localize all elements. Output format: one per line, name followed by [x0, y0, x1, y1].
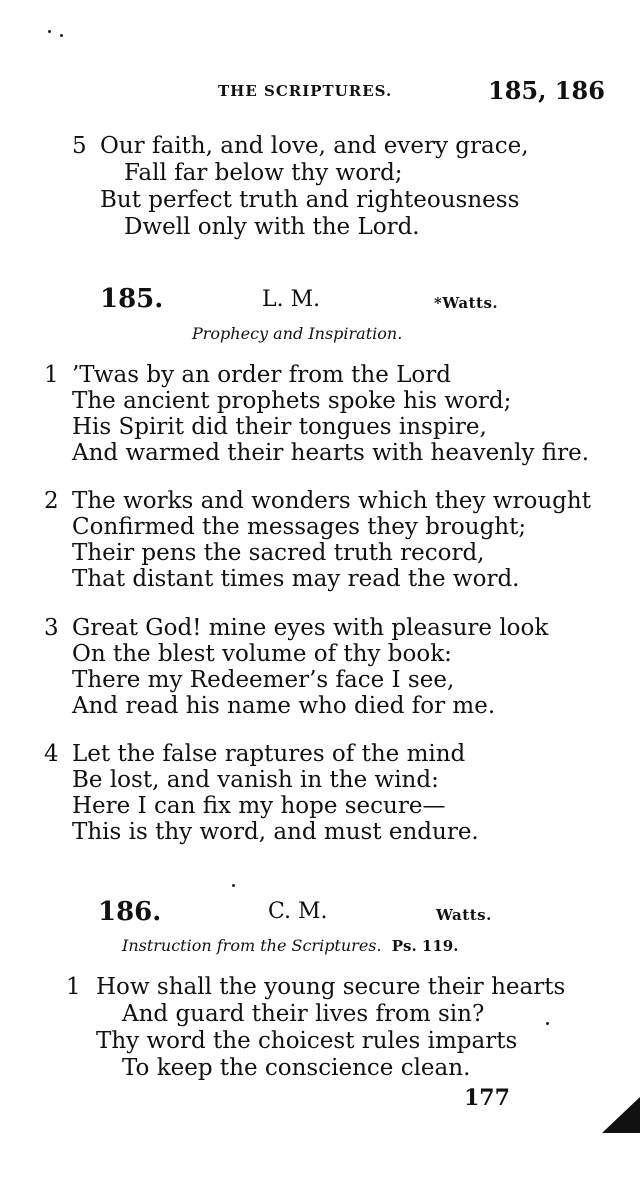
verse-line: Be lost, and vanish in the wind:	[72, 767, 439, 793]
stanza-number: 5	[72, 133, 87, 159]
verse-line: Our faith, and love, and every grace,	[100, 133, 529, 159]
verse-line: And read his name who died for me.	[72, 693, 496, 719]
verse-line: Dwell only with the Lord.	[124, 214, 420, 240]
running-title: THE SCRIPTURES.	[218, 82, 393, 100]
hymn-author: *Watts.	[434, 294, 499, 312]
verse-line: Confirmed the messages they brought;	[72, 514, 527, 540]
hymn-subtitle: Instruction from the Scriptures.	[122, 936, 382, 955]
verse-line: On the blest volume of thy book:	[72, 641, 452, 667]
stanza-first-line	[66, 974, 565, 1000]
verse-line: Let the false raptures of the mind	[72, 741, 466, 767]
hymn-meter: C. M.	[268, 899, 328, 924]
hymn-subtitle-line	[122, 936, 458, 955]
verse-line: His Spirit did their tongues inspire,	[72, 414, 487, 440]
verse-line: That distant times may read the word.	[72, 566, 520, 592]
hymn-number: 186.	[98, 897, 162, 927]
verse-line: This is thy word, and must endure.	[72, 819, 479, 845]
verse-line: How shall the young secure their hearts	[96, 974, 566, 1000]
scripture-reference: Ps. 119.	[391, 937, 459, 955]
carryover-line-1	[72, 133, 529, 159]
stanza-first-line	[44, 615, 548, 641]
verse-line: Great God! mine eyes with pleasure look	[72, 615, 549, 641]
stanza-number: 1	[44, 362, 59, 388]
verse-line: But perfect truth and righteousness	[100, 187, 520, 213]
page-range: 185, 186	[488, 76, 605, 105]
stanza-first-line	[44, 741, 465, 767]
hymn-number: 185.	[100, 284, 164, 314]
print-speck	[546, 1022, 549, 1025]
verse-line: ’Twas by an order from the Lord	[72, 362, 451, 388]
verse-line: And guard their lives from sin?	[122, 1001, 485, 1027]
stanza-first-line	[44, 362, 451, 388]
verse-line: To keep the conscience clean.	[122, 1055, 471, 1081]
verse-line: Their pens the sacred truth record,	[72, 540, 485, 566]
stanza-number: 2	[44, 488, 59, 514]
verse-line: The ancient prophets spoke his word;	[72, 388, 512, 414]
verse-line: The works and wonders which they wrought	[72, 488, 591, 514]
stanza-number: 3	[44, 615, 59, 641]
print-speck	[48, 30, 51, 33]
stanza-number: 1	[66, 974, 81, 1000]
verse-line: Here I can fix my hope secure—	[72, 793, 446, 819]
verse-line: There my Redeemer’s face I see,	[72, 667, 455, 693]
verse-line: And warmed their hearts with heavenly fire.	[72, 440, 590, 466]
page-number: 177	[464, 1085, 510, 1111]
hymn-meter: L. M.	[262, 287, 321, 312]
page-corner-mark	[602, 1097, 640, 1133]
hymn-author: Watts.	[436, 906, 492, 924]
hymn-subtitle: Prophecy and Inspiration.	[192, 324, 403, 343]
verse-line: Fall far below thy word;	[124, 160, 403, 186]
verse-line: Thy word the choicest rules imparts	[96, 1028, 518, 1054]
print-speck	[60, 34, 63, 37]
stanza-number: 4	[44, 741, 59, 767]
stanza-first-line	[44, 488, 591, 514]
print-speck	[232, 884, 235, 887]
